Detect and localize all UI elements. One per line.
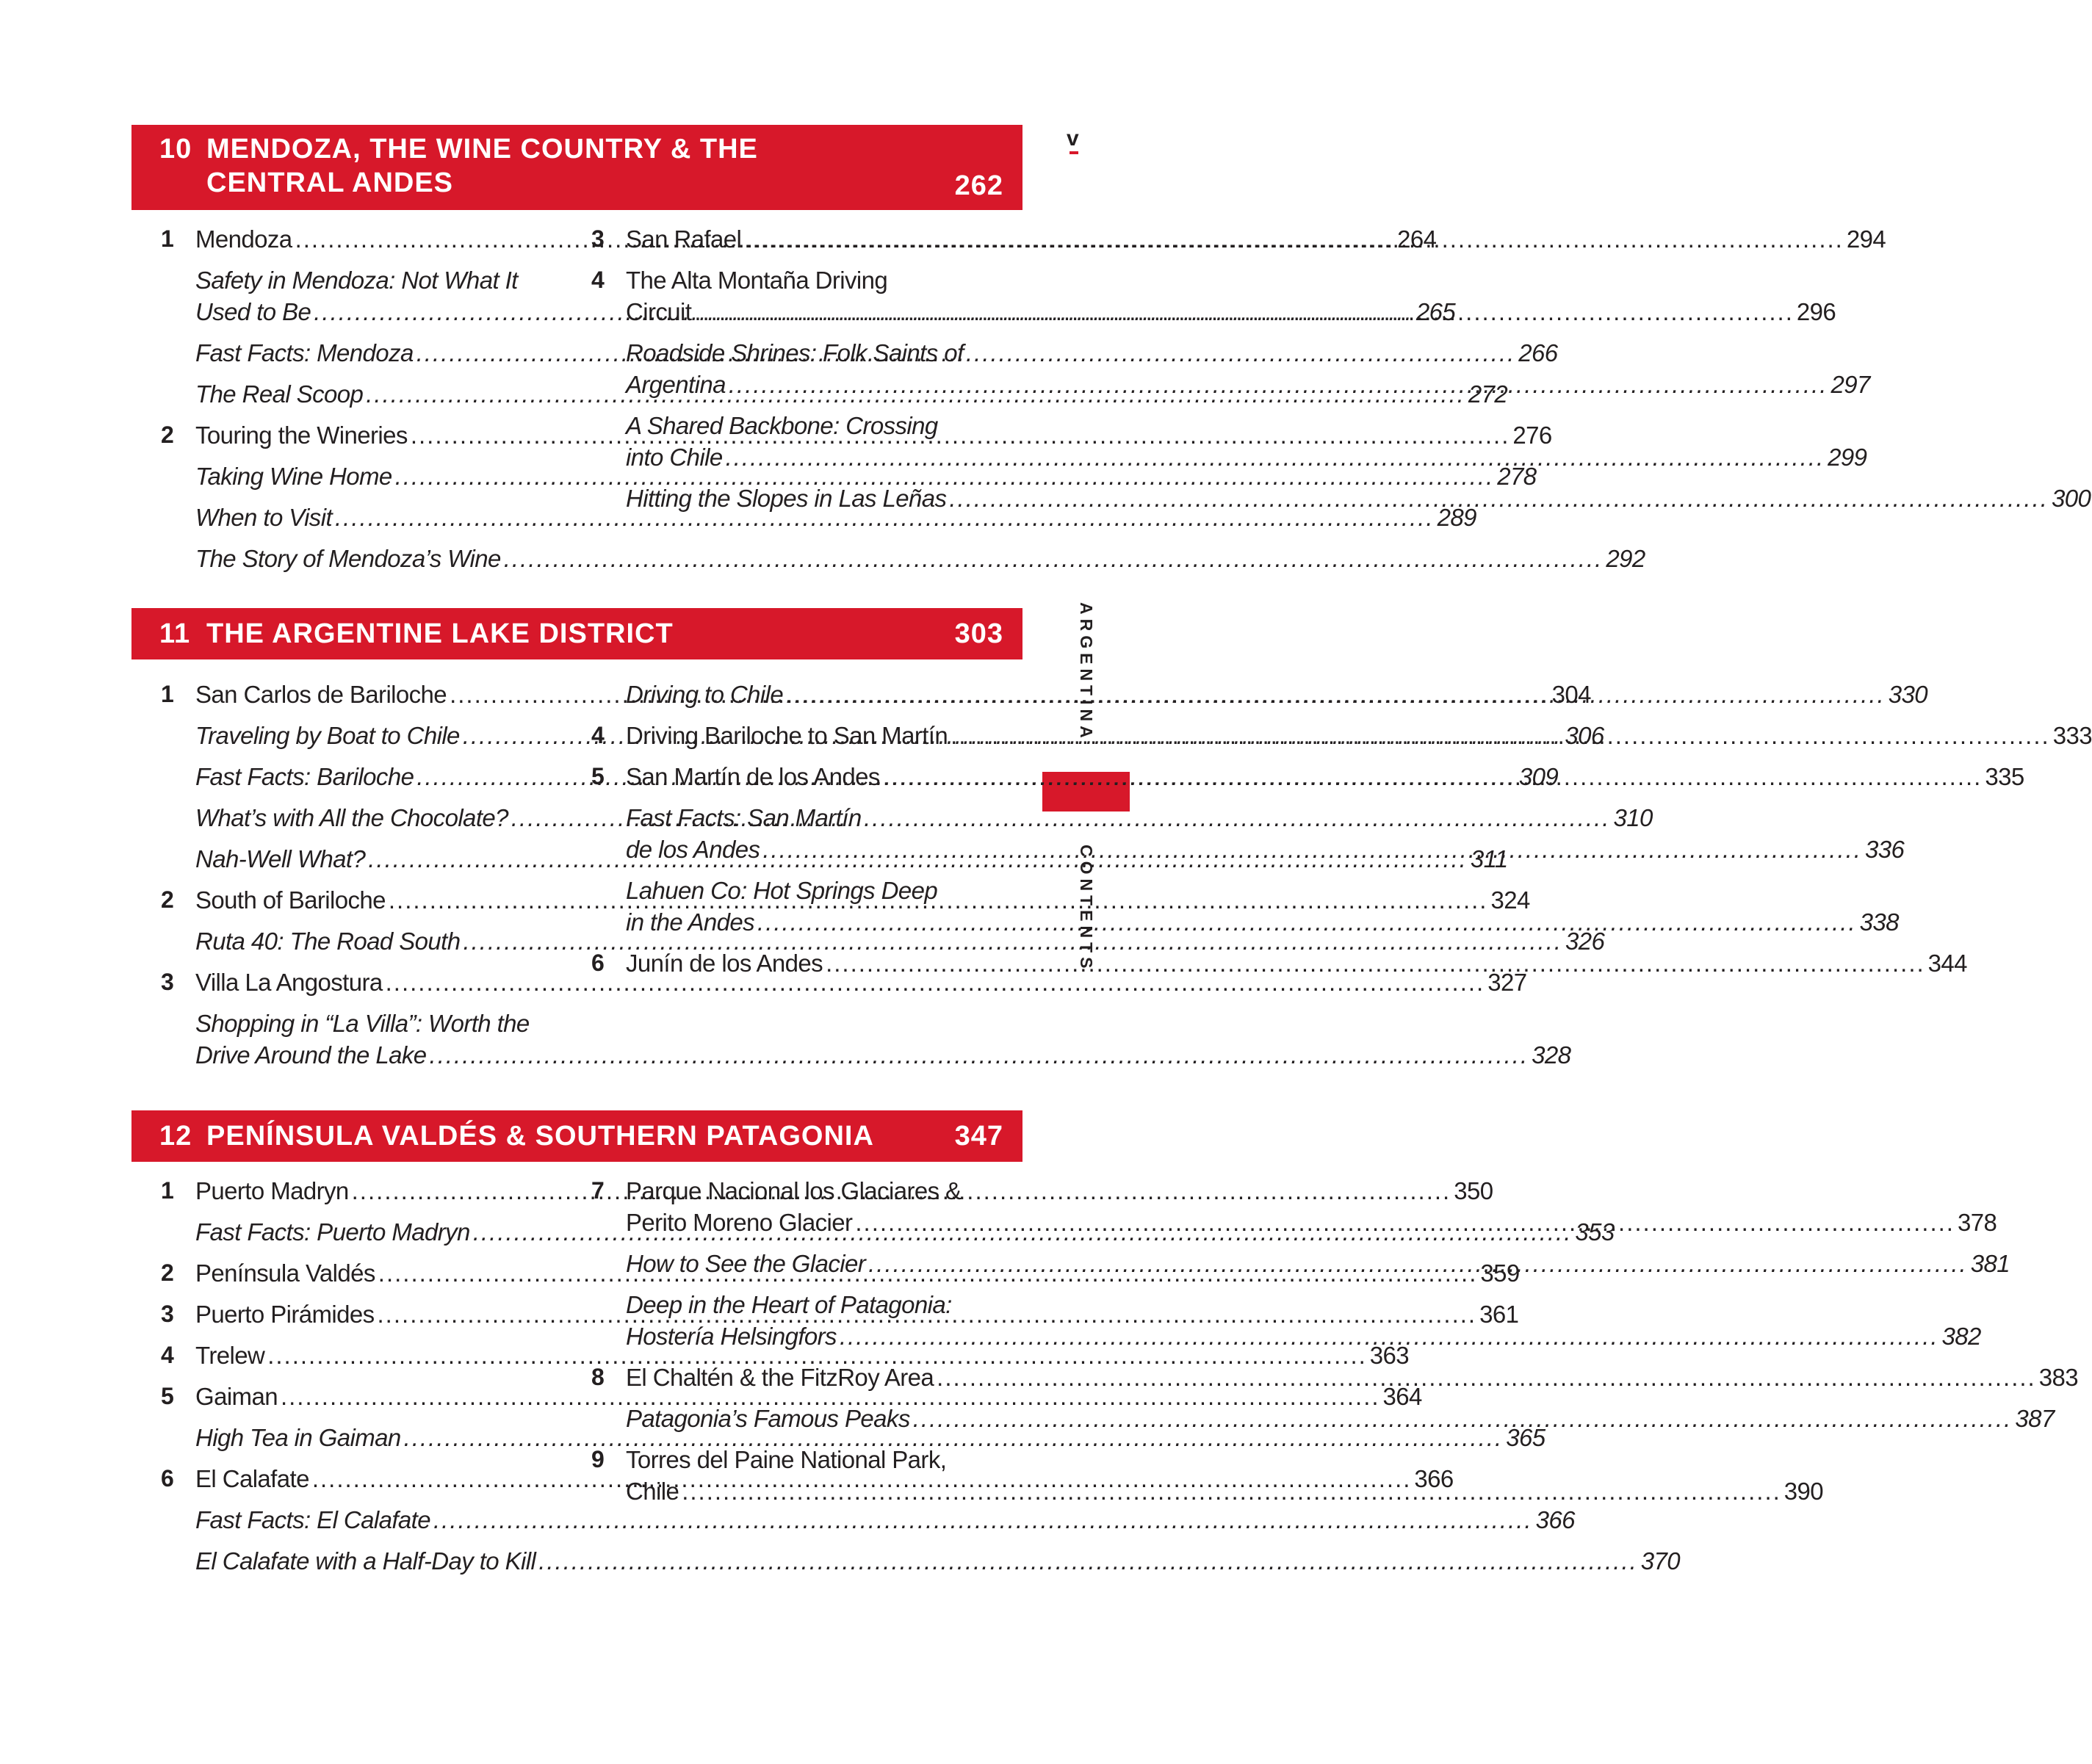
- toc-entry-text: [626, 875, 1899, 938]
- toc-entry-page: 363: [1369, 1342, 1410, 1369]
- toc-entry-page: 350: [1454, 1177, 1493, 1204]
- toc-entry-title: San Rafael: [626, 225, 742, 253]
- toc-entry-page: 335: [1985, 763, 2024, 790]
- toc-subentry[interactable]: [161, 1504, 1575, 1536]
- toc-entry-text: [626, 761, 2024, 792]
- toc-entry-title: Circuit: [626, 298, 692, 325]
- dot-leader: [951, 720, 2050, 751]
- toc-entry-title: Hitting the Slopes in Las Leñas: [626, 485, 947, 512]
- toc-entry-title: When to Visit: [195, 504, 333, 531]
- toc-entry-page: 300: [2051, 485, 2091, 512]
- toc-entry-page: 333: [2052, 722, 2092, 749]
- toc-entry-page: 338: [1859, 908, 1899, 936]
- toc-entry-title: A Shared Backbone: Crossing: [626, 412, 938, 439]
- page-number-marker: [1070, 151, 1078, 154]
- toc-entry-title: Parque Nacional los Glaciares &: [626, 1177, 962, 1204]
- toc-entry-page: 266: [1518, 339, 1558, 366]
- toc-entry-title: What’s with All the Chocolate?: [195, 804, 508, 831]
- toc-entry[interactable]: [591, 1362, 2078, 1393]
- toc-subentry[interactable]: [161, 1545, 1681, 1577]
- toc-entry-page: 297: [1830, 371, 1870, 398]
- toc-subentry[interactable]: [161, 460, 1537, 492]
- toc-entry-page: 366: [1535, 1506, 1575, 1533]
- toc-entry-number: 2: [161, 1259, 174, 1286]
- toc-subentry[interactable]: [161, 925, 1605, 957]
- dot-leader: [762, 834, 1862, 865]
- toc-entry-title: The Real Scoop: [195, 380, 364, 408]
- toc-entry-title: Trelew: [195, 1342, 265, 1369]
- toc-entry-text: [626, 410, 1866, 473]
- toc-entry-title: Perito Moreno Glacier: [626, 1209, 853, 1236]
- chapter-page: 262: [954, 170, 1003, 201]
- chapter-title: [206, 132, 955, 203]
- toc-entry-title: Torres del Paine National Park,: [626, 1446, 947, 1473]
- toc-entry-page: 336: [1864, 836, 1905, 863]
- toc-entry-title: San Carlos de Bariloche: [195, 681, 447, 708]
- toc-entry-number: 2: [161, 422, 174, 448]
- toc-entry-page: 272: [1468, 380, 1508, 408]
- toc-entry-page: 353: [1575, 1218, 1615, 1246]
- toc-entry-page: 359: [1480, 1259, 1520, 1287]
- dot-leader: [949, 482, 2049, 514]
- toc-entry-title: Patagonia’s Famous Peaks: [626, 1405, 910, 1432]
- toc-entry-title: Argentina: [626, 371, 726, 398]
- chapter-10: [131, 125, 2091, 584]
- toc-entry-title: Puerto Pirámides: [195, 1301, 375, 1328]
- toc-entry-title: Mendoza: [195, 225, 292, 253]
- toc-entry-text: [626, 802, 1904, 865]
- toc-entry-title: High Tea in Gaiman: [195, 1424, 401, 1451]
- toc-entry-title: San Martín de los Andes: [626, 763, 880, 790]
- toc-entry-text: [626, 720, 2092, 751]
- chapter-header[interactable]: [131, 1110, 1022, 1162]
- toc-entry-title: Fast Facts: San Martín: [626, 804, 862, 831]
- toc-entry-text: [626, 1175, 1997, 1238]
- toc-entry-number: 1: [161, 681, 174, 707]
- chapter-page: 303: [954, 618, 1003, 649]
- toc-entry-page: 296: [1796, 298, 1836, 325]
- toc-entry-text: [626, 482, 2091, 514]
- chapter-number: 10: [159, 134, 192, 165]
- dot-leader: [726, 441, 1825, 473]
- side-label-contents: CONTENTS: [1077, 845, 1096, 973]
- toc-entry-title: El Calafate: [195, 1465, 309, 1492]
- toc-entry-page: 366: [1414, 1465, 1454, 1492]
- toc-entry-page: 361: [1479, 1301, 1519, 1328]
- toc-entry-number: 8: [591, 1364, 605, 1390]
- toc-entry-page: 306: [1565, 722, 1604, 749]
- toc-entry-title: in the Andes: [626, 908, 755, 936]
- toc-entry-number: 4: [591, 267, 605, 293]
- dot-leader: [840, 1320, 1939, 1352]
- toc-entry-page: 365: [1506, 1424, 1545, 1451]
- toc-entry-page: 311: [1470, 845, 1508, 872]
- toc-entry-title: Driving Bariloche to San Martín: [626, 722, 948, 749]
- toc-entry-title: Used to Be: [195, 298, 311, 325]
- toc-entry-page: 265: [1415, 298, 1456, 325]
- toc-entry-page: 276: [1512, 422, 1552, 449]
- chapter-title: THE ARGENTINE LAKE DISTRICT: [206, 618, 674, 649]
- toc-entry-title: Taking Wine Home: [195, 463, 392, 490]
- toc-entry-title: Nah-Well What?: [195, 845, 366, 872]
- dot-leader: [826, 947, 1925, 979]
- chapter-page: 347: [954, 1120, 1003, 1152]
- dot-leader: [855, 1207, 1955, 1238]
- toc-entry-page: 326: [1565, 928, 1605, 955]
- toc-entry-title: Fast Facts: Puerto Madryn: [195, 1218, 470, 1246]
- toc-entry-title: Touring the Wineries: [195, 422, 408, 449]
- chapter-12: [131, 1110, 2078, 1586]
- toc-entry-title: Fast Facts: Bariloche: [195, 763, 414, 790]
- toc-entry-title: Hostería Helsingfors: [626, 1323, 837, 1350]
- dot-leader: [694, 296, 1794, 328]
- toc-entry-title: Lahuen Co: Hot Springs Deep: [626, 877, 938, 904]
- toc-entry-number: 7: [591, 1177, 605, 1204]
- dot-leader: [757, 906, 1857, 938]
- toc-entry-page: 324: [1490, 886, 1530, 914]
- toc-entry-page: 390: [1783, 1478, 1824, 1505]
- toc-entry-text: [626, 1444, 1823, 1507]
- toc-entry-title: Fast Facts: El Calafate: [195, 1506, 430, 1533]
- toc-entry-text: [626, 1289, 1981, 1352]
- toc-entry[interactable]: [591, 947, 1967, 979]
- toc-entry-page: 292: [1606, 545, 1645, 572]
- toc-entry-text: [626, 1362, 2078, 1393]
- toc-entry-page: 304: [1551, 681, 1591, 708]
- toc-entry-title: How to See the Glacier: [626, 1250, 866, 1277]
- toc-entry-number: 4: [161, 1342, 174, 1368]
- dot-leader: [744, 223, 1844, 255]
- toc-entry-title: The Alta Montaña Driving: [626, 267, 888, 294]
- toc-entry-page: 310: [1613, 804, 1653, 831]
- toc-entry-page: 264: [1397, 225, 1437, 253]
- toc-entry-number: 1: [161, 1177, 174, 1204]
- toc-entry-title: Roadside Shrines: Folk Saints of: [626, 339, 964, 366]
- page-number: v: [1067, 126, 1079, 151]
- toc-entry-text: [626, 679, 1927, 710]
- toc-subentry[interactable]: [161, 1422, 1545, 1453]
- toc-entry-page: 299: [1828, 444, 1867, 471]
- toc-entry-page: 378: [1957, 1209, 1997, 1236]
- chapter-number: 12: [159, 1120, 192, 1152]
- toc-entry-page: 382: [1941, 1323, 1981, 1350]
- toc-entry-page: 330: [1888, 681, 1927, 708]
- toc-subentry[interactable]: [591, 1403, 2055, 1434]
- toc-entry-number: 3: [161, 969, 174, 995]
- toc-entry-text: [626, 223, 1886, 255]
- toc-subentry[interactable]: [161, 1008, 1571, 1071]
- toc-entry-number: 9: [591, 1446, 605, 1472]
- toc-entry-number: 5: [591, 763, 605, 789]
- chapter-title-line: CENTRAL ANDES: [206, 167, 454, 198]
- dot-leader: [682, 1475, 1781, 1507]
- toc-entry-text: [626, 1403, 2055, 1434]
- toc-entry-page: 344: [1927, 950, 1967, 977]
- toc-subentry[interactable]: [161, 502, 1476, 533]
- toc-entry-title: Junín de los Andes: [626, 950, 823, 977]
- toc-entry-title: Chile: [626, 1478, 679, 1505]
- toc-entry-title: Península Valdés: [195, 1259, 375, 1287]
- toc-entry-text: [626, 947, 1967, 979]
- toc-entry[interactable]: [161, 966, 1527, 998]
- dot-leader: [786, 679, 1886, 710]
- toc-entry-page: 294: [1846, 225, 1886, 253]
- toc-entry-page: 364: [1382, 1383, 1422, 1410]
- toc-entry-number: 6: [591, 950, 605, 976]
- toc-entry-page: 381: [1970, 1250, 2010, 1277]
- dot-leader: [937, 1362, 2036, 1393]
- toc-entry-title: Deep in the Heart of Patagonia:: [626, 1291, 952, 1318]
- toc-entry-number: 6: [161, 1465, 174, 1492]
- chapter-number: 11: [159, 618, 191, 649]
- toc-entry-page: 327: [1487, 969, 1527, 996]
- toc-entry-page: 278: [1497, 463, 1537, 490]
- toc-entry-title: The Story of Mendoza’s Wine: [195, 545, 501, 572]
- toc-entry-page: 383: [2038, 1364, 2078, 1391]
- chapter-title: PENÍNSULA VALDÉS & SOUTHERN PATAGONIA: [206, 1120, 874, 1152]
- dot-leader: [729, 369, 1828, 400]
- toc-entry-number: 2: [161, 886, 174, 913]
- toc-entry-title: Ruta 40: The Road South: [195, 928, 461, 955]
- toc-entry-number: 3: [591, 225, 605, 252]
- toc-entry-title: Puerto Madryn: [195, 1177, 349, 1204]
- dot-leader: [913, 1403, 2013, 1434]
- toc-entry-title: Shopping in “La Villa”: Worth the: [195, 1010, 530, 1037]
- toc-entry-title: Driving to Chile: [626, 681, 784, 708]
- toc-entry-page: 309: [1518, 763, 1559, 790]
- toc-entry-title: Traveling by Boat to Chile: [195, 722, 460, 749]
- toc-entry-title: El Chaltén & the FitzRoy Area: [626, 1364, 934, 1391]
- toc-entry-page: 370: [1640, 1547, 1681, 1575]
- toc-subentry[interactable]: [161, 543, 1645, 574]
- toc-entry-text: [626, 1248, 2010, 1279]
- toc-entry-title: Villa La Angostura: [195, 969, 383, 996]
- toc-entry[interactable]: [161, 1340, 1410, 1371]
- toc-entry-title: de los Andes: [626, 836, 760, 863]
- toc-entry-number: 3: [161, 1301, 174, 1327]
- chapter-header[interactable]: [131, 125, 1022, 210]
- toc-entry-page: 387: [2015, 1405, 2055, 1432]
- toc-entry-number: 5: [161, 1383, 174, 1409]
- toc-entry-title: South of Bariloche: [195, 886, 386, 914]
- dot-leader: [883, 761, 1983, 792]
- toc-subentry[interactable]: [591, 482, 2091, 514]
- toc-entry-title: Gaiman: [195, 1383, 278, 1410]
- chapter-title-line: MENDOZA, THE WINE COUNTRY & THE: [206, 134, 758, 165]
- toc-entry-title: Safety in Mendoza: Not What It: [195, 267, 518, 294]
- toc-entry-page: 289: [1437, 504, 1476, 531]
- toc-entry-title: Drive Around the Lake: [195, 1041, 427, 1069]
- toc-entry-number: 4: [591, 722, 605, 748]
- toc-entry-text: [626, 264, 1836, 328]
- toc-entry-title: El Calafate with a Half-Day to Kill: [195, 1547, 536, 1575]
- toc-entry-text: [626, 337, 1870, 400]
- toc-entry-number: 1: [161, 225, 174, 252]
- side-label-section: ARGENTINA: [1077, 602, 1096, 742]
- toc-entry[interactable]: [161, 1381, 1422, 1412]
- toc-entry-page: 328: [1532, 1041, 1571, 1069]
- dot-leader: [868, 1248, 1968, 1279]
- toc-entry-title: Fast Facts: Mendoza: [195, 339, 414, 366]
- chapter-header[interactable]: [131, 608, 1022, 659]
- toc-entry-title: into Chile: [626, 444, 723, 471]
